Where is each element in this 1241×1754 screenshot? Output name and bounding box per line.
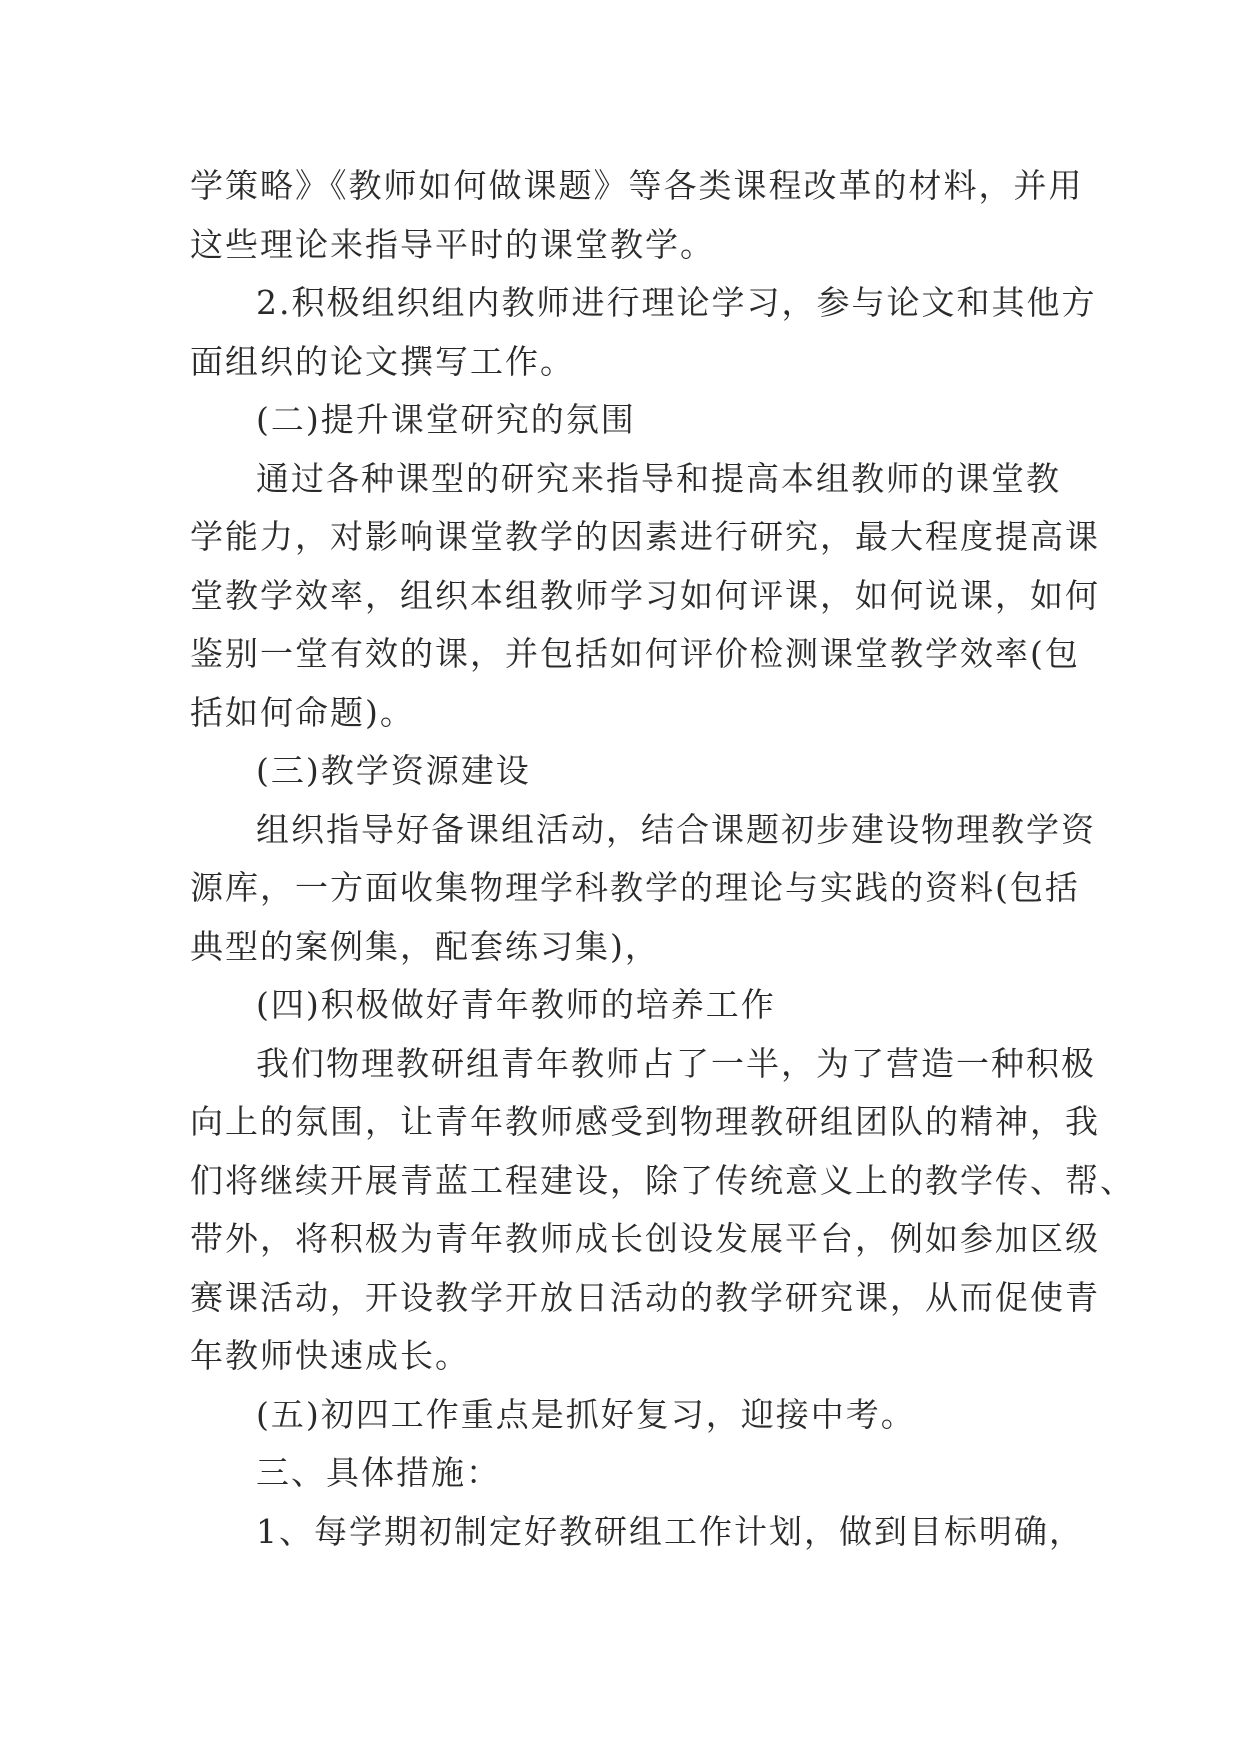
- text-line: 面组织的论文撰写工作。: [190, 341, 575, 381]
- text-line: (四)积极做好青年教师的培养工作: [256, 985, 776, 1024]
- text-line: 组织指导好备课组活动，结合课题初步建设物理教学资: [256, 809, 1096, 849]
- text-line: 源库，一方面收集物理学科教学的理论与实践的资料(包括: [190, 868, 1080, 907]
- text-line: (五)初四工作重点是抓好复习，迎接中考。: [256, 1394, 916, 1434]
- text-line: 三、具体措施：: [256, 1453, 501, 1492]
- text-line: 们将继续开展青蓝工程建设，除了传统意义上的教学传、帮、: [190, 1160, 1135, 1200]
- text-line: 学能力，对影响课堂教学的因素进行研究，最大程度提高课: [190, 517, 1100, 556]
- text-line: 鉴别一堂有效的课，并包括如何评价检测课堂教学效率(包: [190, 634, 1080, 673]
- text-line: (三)教学资源建设: [256, 751, 531, 790]
- text-line: 我们物理教研组青年教师占了一半，为了营造一种积极: [256, 1043, 1096, 1083]
- text-line: 通过各种课型的研究来指导和提高本组教师的课堂教: [256, 458, 1061, 498]
- text-line: 1、每学期初制定好教研组工作计划，做到目标明确，: [256, 1511, 1084, 1551]
- text-line: 学策略》《教师如何做课题》等各类课程改革的材料，并用: [190, 166, 1084, 205]
- text-line: 赛课活动，开设教学开放日活动的教学研究课，从而促使青: [190, 1277, 1100, 1317]
- text-line: 典型的案例集，配套练习集)，: [190, 926, 660, 966]
- text-line: (二)提升课堂研究的氛围: [256, 400, 636, 439]
- text-line: 向上的氛围，让青年教师感受到物理教研组团队的精神，我: [190, 1102, 1100, 1141]
- text-line: 括如何命题)。: [190, 692, 415, 732]
- text-line: 堂教学效率，组织本组教师学习如何评课，如何说课，如何: [190, 575, 1100, 615]
- document-body: [190, 157, 1135, 1561]
- text-line: 带外，将积极为青年教师成长创设发展平台，例如参加区级: [190, 1219, 1100, 1258]
- text-line: 这些理论来指导平时的课堂教学。: [190, 224, 715, 264]
- text-line: 年教师快速成长。: [190, 1336, 470, 1375]
- text-line: 2.积极组织组内教师进行理论学习，参与论文和其他方: [256, 283, 1097, 322]
